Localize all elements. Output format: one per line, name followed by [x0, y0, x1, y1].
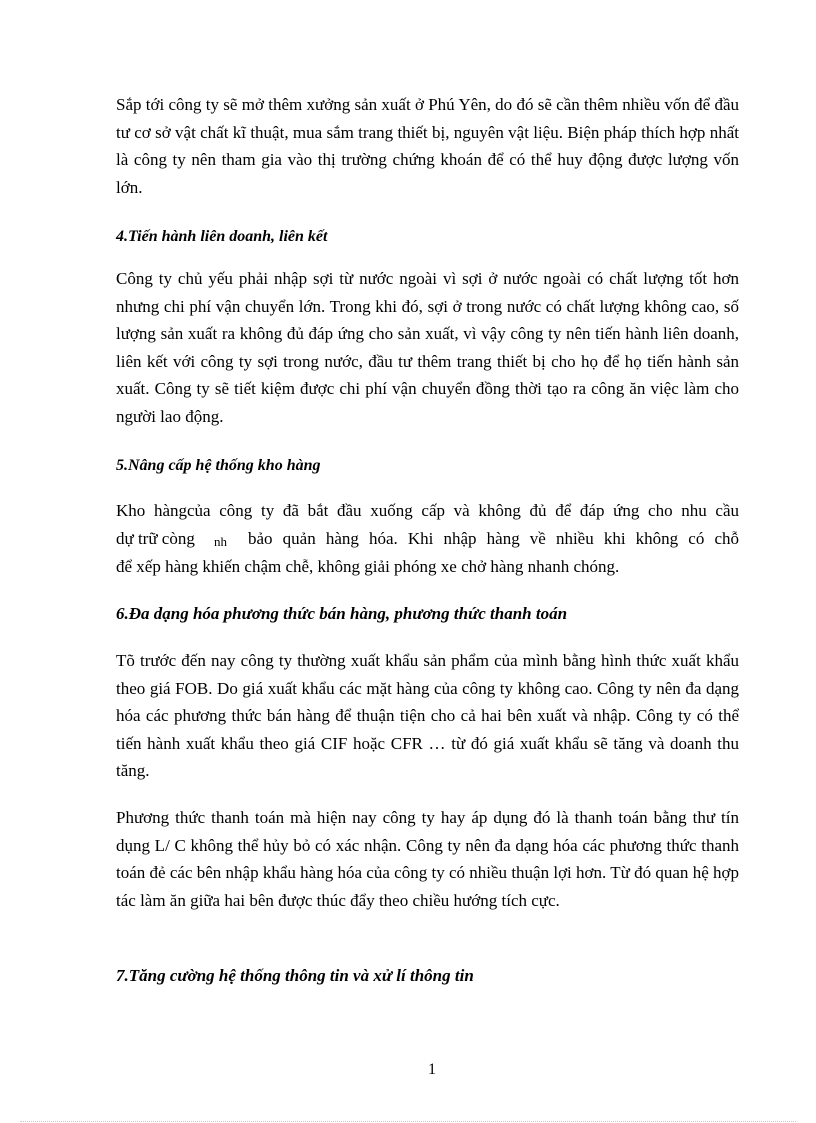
warehouse-line-2-fragment: nh	[214, 534, 227, 549]
section-heading-6: 6.Đa dạng hóa phương thức bán hàng, phương thức thanh toán	[116, 604, 568, 623]
section-heading-7: 7.Tăng cường hệ thống thông tin và xử lí thông tin	[116, 966, 474, 985]
paragraph-sales-methods: Tõ trước đến nay công ty thường xuất khẩu sản phẩm của mình bằng hình thức xuất khẩu theo giá FOB. Do giá xuất khẩu các mặt hàng của công ty không cao. Công ty nên đa dạng hóa các phương thức bán hàng để thuận tiện cho cả hai bên xuất và nhập. Công ty có thể tiến hành xuất khẩu theo giá CIF hoặc CFR … từ đó giá xuất khẩu sẽ tăng và doanh thu tăng.	[116, 651, 739, 780]
warehouse-line-2-start: dự trữ còng	[116, 529, 195, 548]
warehouse-line-3: để xếp hàng khiến chậm chễ, không giải phóng xe chở hàng nhanh chóng.	[116, 557, 620, 576]
warehouse-line-2-end: bảo quản hàng hóa. Khi nhập hàng về nhiều khi không có chỗ	[248, 529, 739, 548]
warehouse-line-1: Kho hàngcủa công ty đã bắt đầu xuống cấp và không đủ để đáp ứng cho nhu cầu	[116, 501, 739, 520]
section-heading-4: 4.Tiến hành liên doanh, liên kết	[116, 228, 328, 245]
paragraph-joint-venture: Công ty chủ yếu phải nhập sợi từ nước ngoài vì sợi ở nước ngoài có chất lượng tốt hơn nhưng chi phí vận chuyển lớn. Trong khi đó, sợi ở trong nước có chất lượng không cao, số lượng sản xuất ra không đủ đáp ứng cho sản xuất, vì vậy công ty nên tiến hành liên doanh, liên kết với công ty sợi trong nước, đầu tư thêm trang thiết bị cho họ để họ tiến hành sản xuất. Công ty sẽ tiết kiệm được chi phí vận chuyển đồng thời tạo ra công ăn việc làm cho người lao động.	[116, 269, 739, 426]
paragraph-payment-methods: Phương thức thanh toán mà hiện nay công ty hay áp dụng đó là thanh toán bằng thư tín dụng L/ C không thể hủy bỏ có xác nhận. Công ty nên đa dạng hóa các phương thức thanh toán đẻ các bên nhập khẩu hàng hóa của công ty có nhiều thuận lợi hơn. Từ đó quan hệ hợp tác làm ăn giữa hai bên được thúc đẩy theo chiều hướng tích cực.	[116, 808, 739, 910]
paragraph-capital-raising: Sắp tới công ty sẽ mở thêm xưởng sản xuất ở Phú Yên, do đó sẽ cần thêm nhiều vốn để đầu tư cơ sở vật chất kĩ thuật, mua sắm trang thiết bị, nguyên vật liệu. Biện pháp thích hợp nhất là công ty nên tham gia vào thị trường chứng khoán để có thể huy động được lượng vốn lớn.	[116, 95, 739, 197]
page-number: 1	[428, 1061, 436, 1078]
page-bottom-divider	[20, 1121, 796, 1122]
section-heading-5: 5.Nâng cấp hệ thống kho hàng	[116, 457, 321, 474]
